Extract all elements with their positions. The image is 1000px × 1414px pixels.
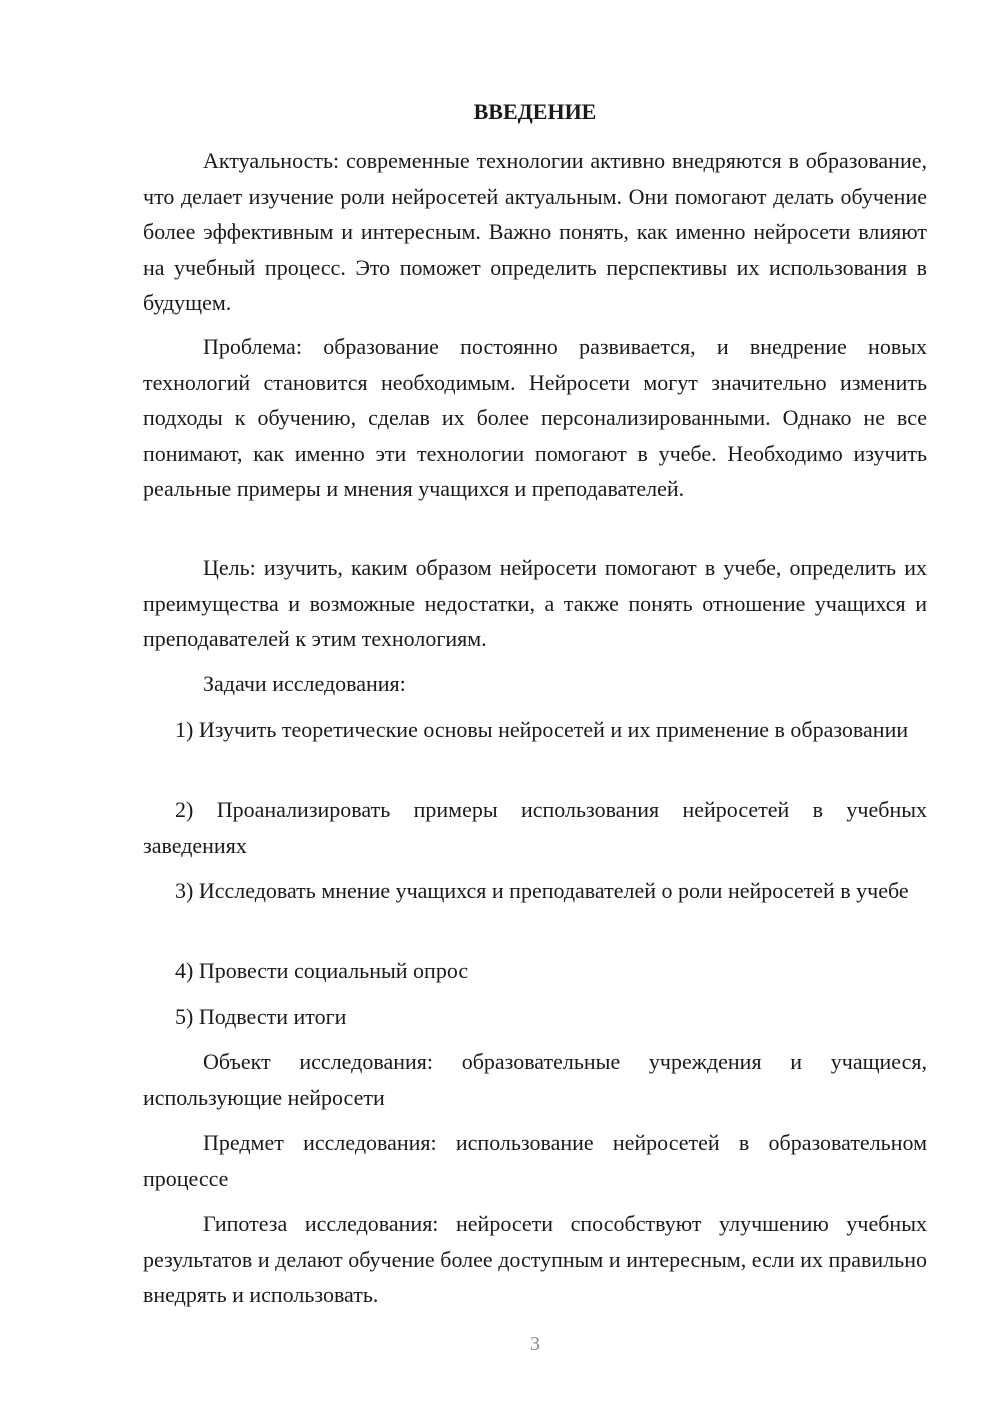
list-item-task-2: 2) Проанализировать примеры использования нейросетей в учебных заведениях xyxy=(143,797,927,858)
paragraph-object: Объект исследования: образовательные учреждения и учащиеся, использующие нейросети xyxy=(143,1049,927,1110)
list-item-task-3: 3) Исследовать мнение учащихся и преподавателей о роли нейросетей в учебе xyxy=(175,878,909,903)
list-item-task-5: 5) Подвести итоги xyxy=(175,1004,347,1029)
paragraph-tasks-intro: Задачи исследования: xyxy=(203,671,406,696)
paragraph-hypothesis: Гипотеза исследования: нейросети способствуют улучшению учебных результатов и делают обучение более доступным и интересным, если их правильно внедрять и использовать. xyxy=(143,1211,927,1307)
paragraph-subject: Предмет исследования: использование нейросетей в образовательном процессе xyxy=(143,1130,927,1191)
paragraph-goal: Цель: изучить, каким образом нейросети помогают в учебе, определить их преимущества и возможные недостатки, а также понять отношение учащихся и преподавателей к этим технологиям. xyxy=(143,555,927,651)
list-item-task-4: 4) Провести социальный опрос xyxy=(175,958,469,983)
page-number: 3 xyxy=(530,1333,540,1355)
list-item-task-1: 1) Изучить теоретические основы нейросетей и их применение в образовании xyxy=(175,717,909,742)
paragraph-problem: Проблема: образование постоянно развивается, и внедрение новых технологий становится необходимым. Нейросети могут значительно изменить подходы к обучению, сделав их более персонализированными. Однако не все понимают, как именно эти технологии помогают в учебе. Необходимо изучить реальные примеры и мнения учащихся и преподавателей. xyxy=(143,334,927,501)
section-heading: ВВЕДЕНИЕ xyxy=(473,99,597,124)
paragraph-relevance: Актуальность: современные технологии активно внедряются в образование, что делает изучение роли нейросетей актуальным. Они помогают делать обучение более эффективным и интересным. Важно понять, как именно нейросети влияют на учебный процесс. Это поможет определить перспективы их использования в будущем. xyxy=(143,148,927,315)
